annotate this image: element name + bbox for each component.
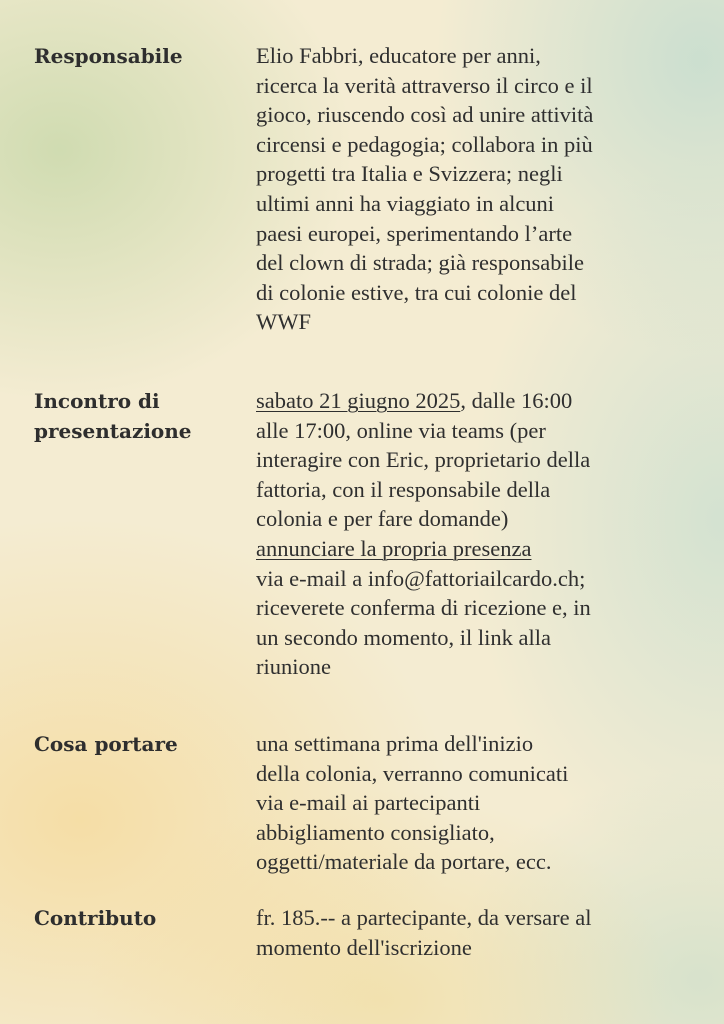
- text-line: riunione: [256, 654, 331, 680]
- time-text: , dalle 16:00: [460, 388, 573, 413]
- announce-underlined: annunciare la propria presenza: [256, 535, 532, 561]
- text-line: riceverete conferma di ricezione e, in: [256, 595, 591, 621]
- label-responsabile: Responsabile: [34, 44, 183, 68]
- text-line: ricerca la verità attraverso il circo e il: [256, 72, 593, 98]
- text-line: del clown di strada; già responsabile: [256, 250, 585, 276]
- label-contributo: Contributo: [34, 906, 157, 930]
- text-line: un secondo momento, il link alla: [256, 624, 551, 650]
- text-line: di colonie estive, tra cui colonie del: [256, 279, 577, 305]
- text-line: della colonia, verranno comunicati: [256, 760, 569, 786]
- text-line: interagire con Eric, proprietario della: [256, 447, 591, 473]
- label-cosa-portare: Cosa portare: [34, 732, 178, 756]
- date-underlined: sabato 21 giugno 2025: [256, 388, 461, 413]
- text-line: fattoria, con il responsabile della: [256, 476, 551, 502]
- text-line: circensi e pedagogia; collabora in più: [256, 131, 593, 157]
- text-line: momento dell'iscrizione: [256, 934, 472, 960]
- text-responsabile: [256, 41, 696, 337]
- label-line: Incontro di: [34, 389, 160, 413]
- text-line: ultimi anni ha viaggiato in alcuni: [256, 190, 555, 216]
- text-line: oggetti/materiale da portare, ecc.: [256, 849, 552, 875]
- text-cosa-portare: [256, 729, 696, 877]
- text-incontro: [256, 386, 696, 682]
- text-line: via e-mail a info@fattoriailcardo.ch;: [256, 565, 586, 591]
- text-line: paesi europei, sperimentando l’arte: [256, 220, 573, 246]
- label-incontro: [34, 386, 234, 446]
- label-line: presentazione: [34, 419, 192, 443]
- text-line: colonia e per fare domande): [256, 506, 509, 532]
- text-line: una settimana prima dell'inizio: [256, 731, 534, 756]
- text-line: Elio Fabbri, educatore per anni,: [256, 43, 541, 68]
- text-line: alle 17:00, online via teams (per: [256, 417, 546, 443]
- text-line: [256, 386, 696, 416]
- text-contributo: [256, 903, 696, 962]
- text-line: [256, 534, 696, 564]
- text-line: WWF: [256, 309, 311, 335]
- text-line: progetti tra Italia e Svizzera; negli: [256, 161, 563, 187]
- text-line: gioco, riuscendo così ad unire attività: [256, 102, 594, 128]
- text-line: fr. 185.-- a partecipante, da versare al: [256, 905, 592, 930]
- text-line: via e-mail ai partecipanti: [256, 790, 481, 816]
- text-line: abbigliamento consigliato,: [256, 819, 495, 845]
